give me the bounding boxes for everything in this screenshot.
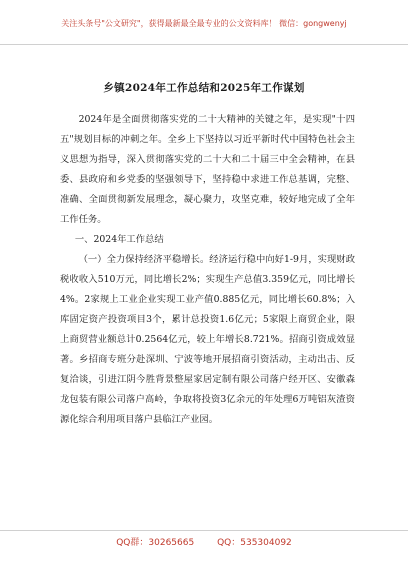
- page-header: [0, 0, 408, 45]
- document-body: [60, 110, 355, 430]
- economy-paragraph: （一）全力保持经济平稳增长。经济运行稳中向好1-9月，实现财政税收收入510万元，同比增长2%；实现生产总值3.359亿元，同比增长4%。2家规上工业企业实现工业产值0.885亿元，同比增长60.8%；入库固定资产投资项目3个，累计总投资1.6亿元；5家限上商贸企业，限上商贸营业额总计0.2564亿元，较上年增长8.721%。招商引资成效显著。乡招商专班分赴深圳、宁波等地开展招商引资活动，主动出击、反复洽谈，引进江阴今胜背景整屋家居定制有限公司落户经开区、安徽森龙包装有限公司落户高岭，争取将投资3亿余元的年处理6万吨铝灰渣资源化综合利用项目落户县临江产业园。: [60, 254, 355, 425]
- footer-contacts: [0, 535, 408, 548]
- intro-paragraph: 2024年是全面贯彻落实党的二十大精神的关键之年，是实现"十四五"规划目标的冲刺之年。全乡上下坚持以习近平新时代中国特色社会主义思想为指导，深入贯彻落实党的二十大和二十届三中全会精神，在县委、县政府和乡党委的坚强领导下，坚持稳中求进工作总基调，完整、准确、全面贯彻新发展理念，凝心聚力，攻坚克难，较好地完成了全年工作任务。: [60, 114, 355, 225]
- section-heading: 一、2024年工作总结: [74, 234, 164, 245]
- footer-qq: QQ：535304092: [217, 538, 292, 548]
- document-title: 乡镇2024年工作总结和2025年工作谋划: [103, 82, 305, 94]
- footer-qq-group: QQ群：30265665: [116, 538, 195, 548]
- page-footer: [0, 530, 408, 581]
- header-notice: 关注头条号"公文研究"，获得最新最全最专业的公文资料库！ 微信：gongwenyj: [61, 19, 347, 28]
